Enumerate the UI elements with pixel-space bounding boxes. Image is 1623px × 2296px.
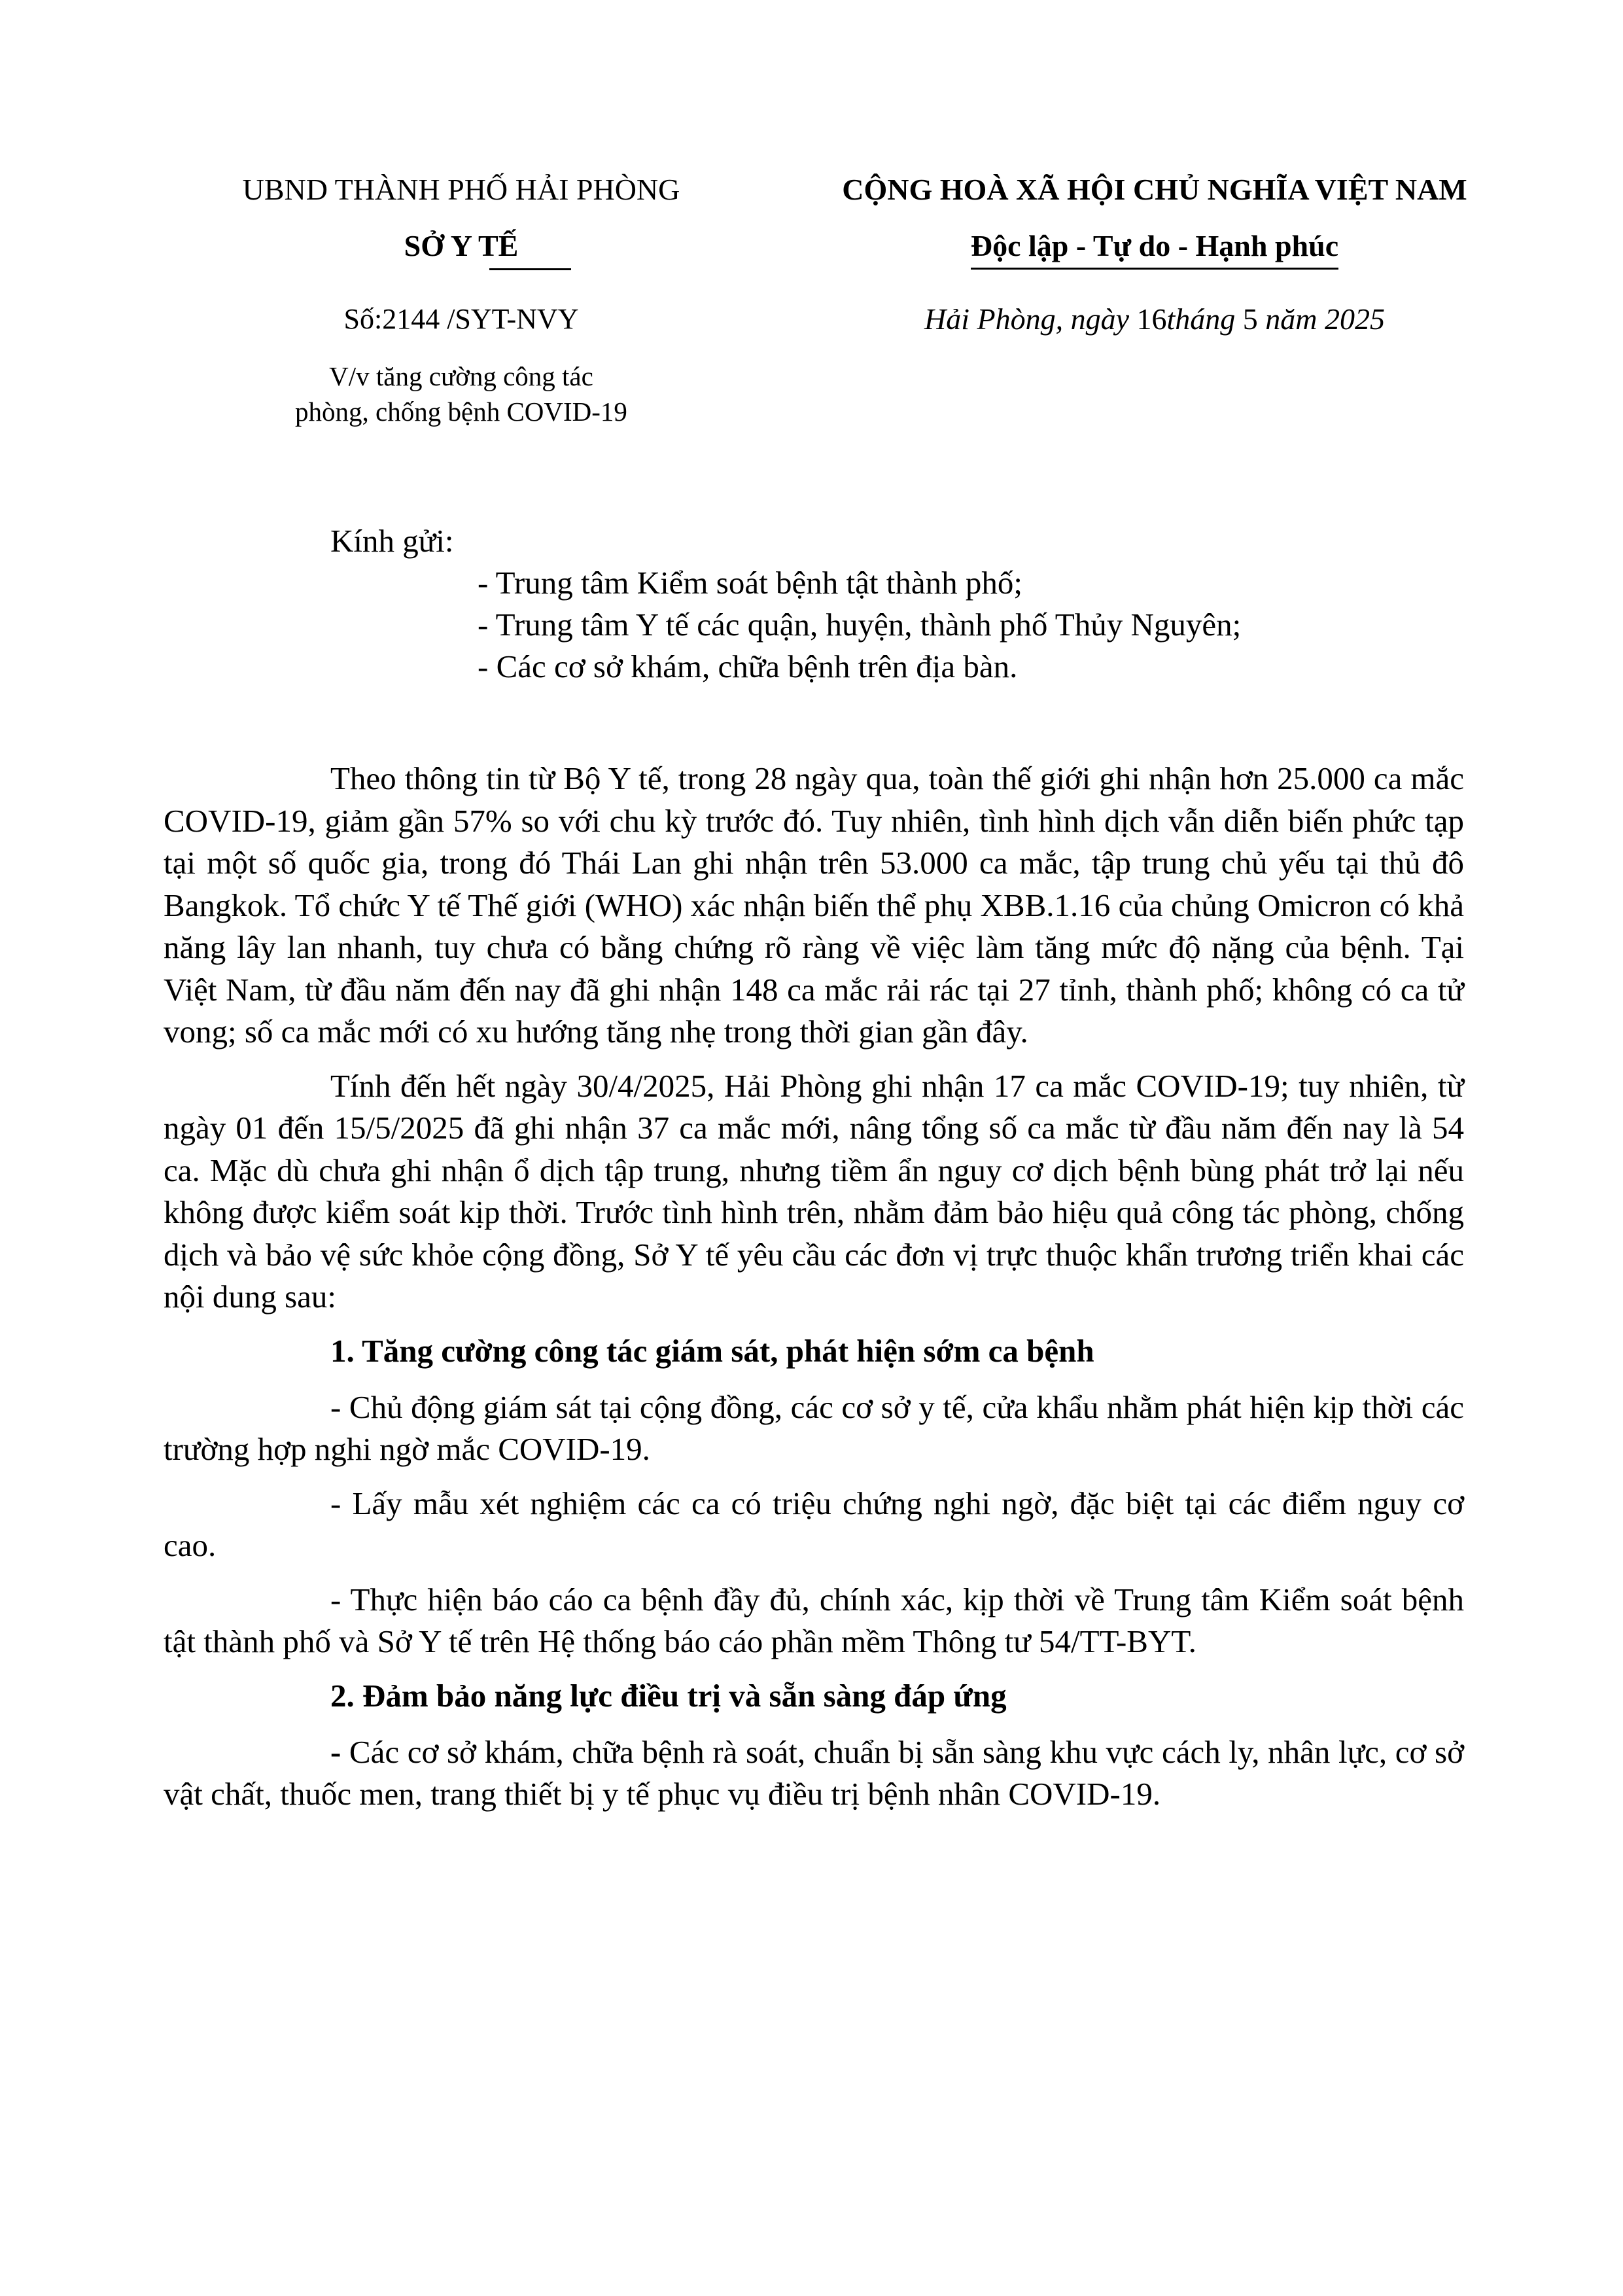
- section-1-item: - Lấy mẫu xét nghiệm các ca có triệu chứng nghi ngờ, đặc biệt tại các điểm nguy cơ cao.: [164, 1485, 1464, 1563]
- body-paragraph-1: Theo thông tin từ Bộ Y tế, trong 28 ngày qua, toàn thế giới ghi nhận hơn 25.000 ca mắc COVID-19, giảm gần 57% so với chu kỳ trước đó. Tuy nhiên, tình hình dịch vẫn diễn biến phức tạp tại một số quốc gia, trong đó Thái Lan ghi nhận trên 53.000 ca mắc, tập trung chủ yếu tại thủ đô Bangkok. Tổ chức Y tế Thế giới (WHO) xác nhận biến thể phụ XBB.1.16 của chủng Omicron có khả năng lây lan nhanh, tuy chưa có bằng chứng rõ ràng về việc làm tăng mức độ nặng của bệnh. Tại Việt Nam, từ đầu năm đến nay đã ghi nhận 148 ca mắc rải rác tại 27 tỉnh, thành phố; không có ca tử vong; số ca mắc mới có xu hướng tăng nhẹ trong thời gian gần đây.: [164, 760, 1464, 1050]
- body-paragraph-2: Tính đến hết ngày 30/4/2025, Hải Phòng ghi nhận 17 ca mắc COVID-19; tuy nhiên, từ ngày 01 đến 15/5/2025 đã ghi nhận 37 ca mắc mới, nâng tổng số ca mắc từ đầu năm đến nay là 54 ca. Mặc dù chưa ghi nhận ổ dịch tập trung, nhưng tiềm ẩn nguy cơ dịch bệnh bùng phát trở lại nếu không được kiểm soát kịp thời. Trước tình hình trên, nhằm đảm bảo hiệu quả công tác phòng, chống dịch và bảo vệ sức khỏe cộng đồng, Sở Y tế yêu cầu các đơn vị trực thuộc khẩn trương triển khai các nội dung sau:: [164, 1067, 1464, 1315]
- department-label: SỞ Y TẾ: [404, 229, 519, 262]
- date-prefix: Hải Phòng, ngày: [924, 302, 1137, 336]
- date-day: 16: [1136, 302, 1167, 336]
- department-underline: [489, 268, 571, 270]
- national-header: [762, 171, 1547, 264]
- issuer-header: [167, 171, 756, 264]
- document-date: [762, 302, 1547, 336]
- subject-line-2: phòng, chống bệnh COVID-19: [295, 397, 627, 427]
- section-1-heading: 1. Tăng cường công tác giám sát, phát hiện sớm ca bệnh: [330, 1332, 1094, 1369]
- recipients-block: [330, 520, 1508, 688]
- date-year: năm 2025: [1257, 302, 1386, 336]
- section-2-item-text: Các cơ sở khám, chữa bệnh rà soát, chuẩn bị sẵn sàng khu vực cách ly, nhân lực, cơ sở vật chất, thuốc men, trang thiết bị y tế phục vụ điều trị bệnh nhân COVID-19.: [164, 1733, 1464, 1812]
- bullet-dash: -: [330, 1733, 341, 1770]
- recipient-item: - Các cơ sở khám, chữa bệnh trên địa bàn.: [478, 648, 1018, 684]
- section-2-heading: 2. Đảm bảo năng lực điều trị và sẵn sàng đáp ứng: [330, 1677, 1007, 1714]
- subject-line-1: V/v tăng cường công tác: [329, 361, 593, 391]
- department-name: [404, 228, 519, 264]
- recipients-label: Kính gửi:: [330, 523, 454, 559]
- national-motto: [971, 228, 1338, 264]
- document-subject: [167, 359, 756, 429]
- recipient-item: - Trung tâm Kiểm soát bệnh tật thành phố;: [478, 565, 1022, 601]
- date-month: 5: [1242, 302, 1258, 336]
- section-2-item: [164, 1731, 1464, 1816]
- nation-title: CỘNG HOÀ XÃ HỘI CHỦ NGHĨA VIỆT NAM: [842, 173, 1467, 206]
- document-body: [164, 758, 1464, 1828]
- date-month-label: tháng: [1166, 302, 1243, 336]
- motto-underline: [971, 268, 1338, 270]
- recipient-item: - Trung tâm Y tế các quận, huyện, thành phố Thủy Nguyên;: [478, 607, 1242, 643]
- agency-name: UBND THÀNH PHỐ HẢI PHÒNG: [242, 173, 680, 206]
- section-1-item: - Thực hiện báo cáo ca bệnh đầy đủ, chính xác, kịp thời về Trung tâm Kiểm soát bệnh tật thành phố và Sở Y tế trên Hệ thống báo cáo phần mềm Thông tư 54/TT-BYT.: [164, 1581, 1464, 1659]
- document-number: Số:2144 /SYT-NVY: [343, 303, 579, 335]
- section-1-item: - Chủ động giám sát tại cộng đồng, các cơ sở y tế, cửa khẩu nhằm phát hiện kịp thời các trường hợp nghi ngờ mắc COVID-19.: [164, 1388, 1464, 1467]
- motto-label: Độc lập - Tự do - Hạnh phúc: [970, 229, 1339, 262]
